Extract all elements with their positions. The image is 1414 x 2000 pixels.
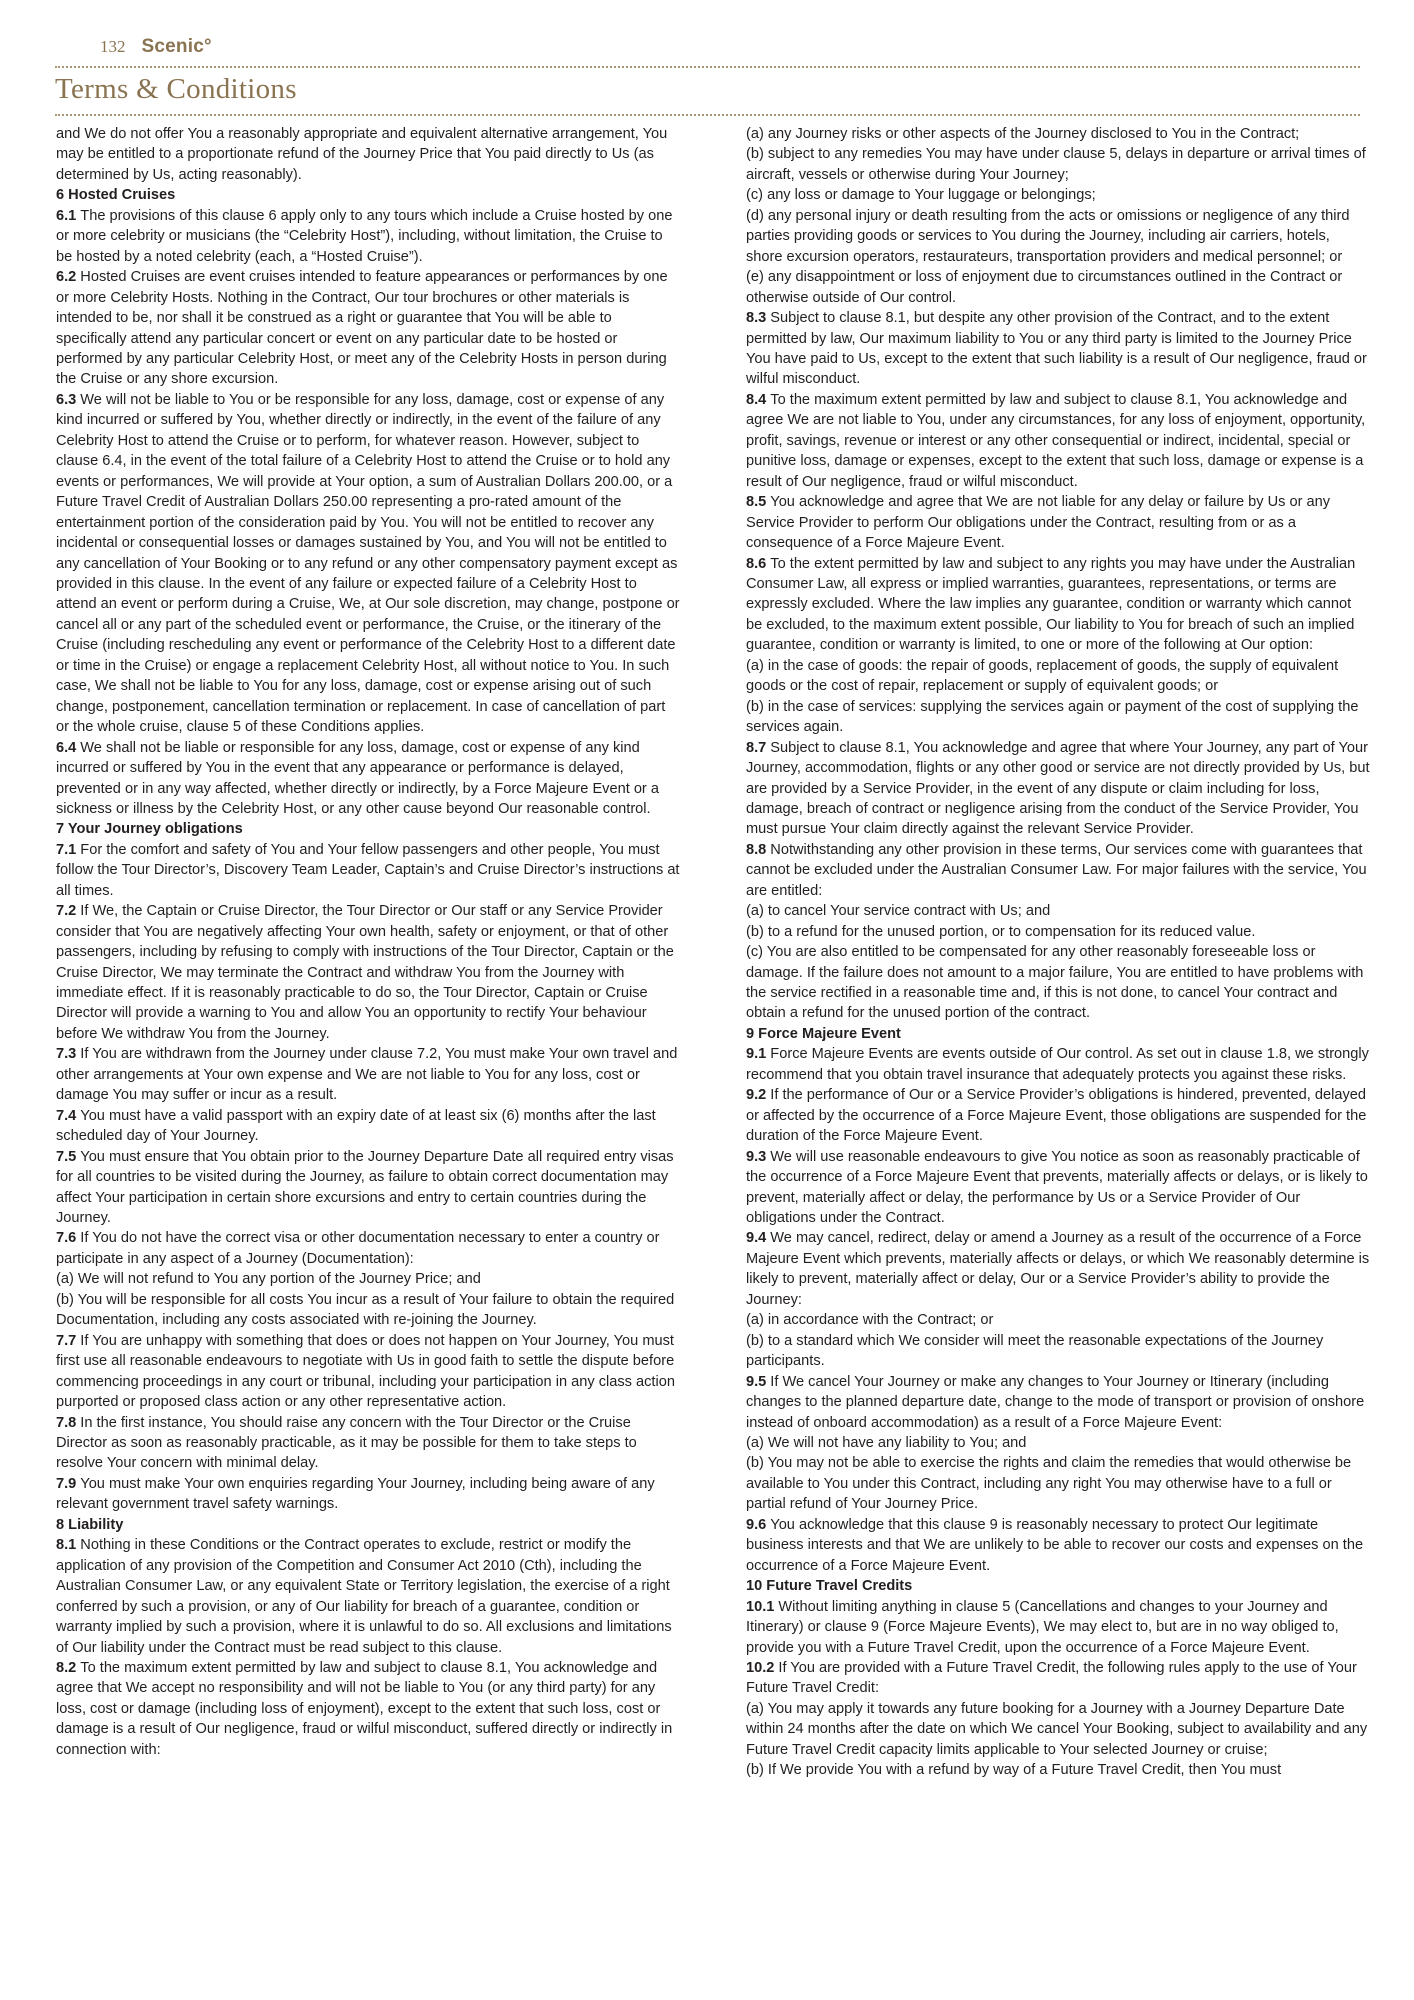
clause-text: Subject to clause 8.1, You acknowledge and agree that where Your Journey, any part of Your Journey, accommodation, flights or any other good or service are not directly provided by Us, but are provided by a Service Provider, in the event of any dispute or claim including for loss, damage, breach of contract or negligence arising from the conduct of the Service Provider, You must pursue Your claim directly against the relevant Service Provider. <box>746 739 1370 838</box>
clause-number: 7.9 <box>56 1475 77 1492</box>
clause-paragraph <box>746 1085 1370 1146</box>
clause-paragraph <box>56 1535 680 1658</box>
clause-text: You acknowledge and agree that We are not liable for any delay or failure by Us or any Service Provider to perform Our obligations under the Contract, resulting from or as a consequence of a Force Majeure Event. <box>746 494 1331 552</box>
clause-number: 7.5 <box>56 1148 77 1165</box>
clause-paragraph <box>746 738 1370 840</box>
section-heading: 8 Liability <box>56 1516 124 1533</box>
clause-paragraph <box>56 267 680 390</box>
clause-paragraph <box>746 1228 1370 1310</box>
clause-paragraph <box>56 1474 680 1515</box>
clause-paragraph <box>746 554 1370 656</box>
body-paragraph: (c) any loss or damage to Your luggage or belongings; <box>746 187 1096 204</box>
body-paragraph: (a) in the case of goods: the repair of goods, replacement of goods, the supply of equivalent goods or the cost of repair, replacement or supply of equivalent goods; or <box>746 657 1339 695</box>
clause-paragraph <box>56 1413 680 1474</box>
body-paragraph: (a) You may apply it towards any future booking for a Journey with a Journey Departure Date within 24 months after the date on which We cancel Your Booking, subject to availability and any Future Travel Credit capacity limits applicable to Your selected Journey or cruise; <box>746 1700 1368 1758</box>
folio <box>100 36 212 60</box>
clause-paragraph <box>746 1372 1370 1433</box>
clause-paragraph <box>746 308 1370 390</box>
clause-text: Nothing in these Conditions or the Contract operates to exclude, restrict or modify the application of any provision of the Competition and Consumer Act 2010 (Cth), including the Australian Consumer Law, or any equivalent State or Territory legislation, the exercise of a right conferred by such a provision, or any of Our liability for breach of a guarantee, condition or warranty implied by such a provision, where it is unlawful to do so. All exclusions and limitations of Our liability under the Contract must be read subject to this clause. <box>56 1537 672 1656</box>
clause-number: 9.6 <box>746 1516 767 1533</box>
clause-number: 8.4 <box>746 391 767 408</box>
clause-text: If the performance of Our or a Service Provider’s obligations is hindered, prevented, delayed or affected by the occurrence of a Force Majeure Event, those obligations are suspended for the duration of the Force Majeure Event. <box>746 1087 1367 1145</box>
clause-number: 6.1 <box>56 207 77 224</box>
clause-paragraph <box>56 1106 680 1147</box>
body-paragraph: (b) to a standard which We consider will meet the reasonable expectations of the Journey participants. <box>746 1332 1324 1370</box>
clause-number: 7.3 <box>56 1046 77 1063</box>
clause-text: We will use reasonable endeavours to give You notice as soon as reasonably practicable of the occurrence of a Force Majeure Event that prevents, materially affects or delays, or is likely to prevent, materially affect or delay, the performance by Us or a Service Provider of Our obligations under the Contract. <box>746 1148 1368 1227</box>
body-paragraph: (b) to a refund for the unused portion, or to compensation for its reduced value. <box>746 923 1256 940</box>
clause-text: You must have a valid passport with an expiry date of at least six (6) months after the last scheduled day of Your Journey. <box>56 1107 656 1145</box>
clause-text: Notwithstanding any other provision in these terms, Our services come with guarantees that cannot be excluded under the Australian Consumer Law. For major failures with the service, You are entitled: <box>746 841 1367 899</box>
clause-number: 7.7 <box>56 1332 77 1349</box>
clause-paragraph <box>746 1044 1370 1085</box>
clause-paragraph <box>56 1147 680 1229</box>
body-paragraph: (a) to cancel Your service contract with Us; and <box>746 903 1051 920</box>
clause-text: To the maximum extent permitted by law and subject to clause 8.1, You acknowledge and agree We are not liable to You, under any circumstances, for any loss of enjoyment, opportunity, profit, savings, revenue or interest or any other consequential or indirect, incidental, special or punitive loss, damage or expenses, except to the extent that such loss, damage or expense is a result of Our negligence, fraud or wilful misconduct. <box>746 391 1366 490</box>
clause-paragraph <box>746 492 1370 553</box>
clause-text: We may cancel, redirect, delay or amend a Journey as a result of the occurrence of a Force Majeure Event which prevents, materially affects or delays, or which We reasonably determine is likely to prevent, materially affect or delay, Our or a Service Provider’s ability to provide the Journey: <box>746 1230 1370 1308</box>
clause-text: Hosted Cruises are event cruises intended to feature appearances or performances by one or more Celebrity Hosts. Nothing in the Contract, Our tour brochures or other materials is intended to be, nor shall it be construed as a right or guarantee that You will be able to specifically attend any particular concert or event on any particular date to be hosted or performed by any particular Celebrity Host, or meet any of the Celebrity Hosts in person during the Cruise or any shore excursion. <box>56 269 668 388</box>
clause-paragraph <box>56 390 680 738</box>
clause-paragraph <box>56 1044 680 1105</box>
body-paragraph: and We do not offer You a reasonably appropriate and equivalent alternative arrangement, You may be entitled to a proportionate refund of the Journey Price that You paid directly to Us (as determined by Us, acting reasonably). <box>56 126 668 183</box>
section-heading: 6 Hosted Cruises <box>56 187 176 204</box>
clause-number: 7.2 <box>56 903 77 920</box>
clause-number: 9.4 <box>746 1230 767 1247</box>
body-paragraph: (a) in accordance with the Contract; or <box>746 1312 994 1329</box>
clause-number: 9.5 <box>746 1373 767 1390</box>
clause-text: If We, the Captain or Cruise Director, the Tour Director or Our staff or any Service Provider consider that You are negatively affecting Your own health, safety or enjoyment, or that of other passengers, including by refusing to comply with instructions of the Tour Director, Captain or the Cruise Director, We may terminate the Contract and withdraw You from the Journey with immediate effect. If it is reasonably practicable to do so, the Tour Director, Captain or Cruise Director will provide a warning to You and allow You an opportunity to rectify Your behaviour before We withdraw You from the Journey. <box>56 903 674 1042</box>
page-number: 132 <box>100 37 126 56</box>
clause-number: 8.3 <box>746 310 767 327</box>
body-paragraph: (c) You are also entitled to be compensated for any other reasonably foreseeable loss or damage. If the failure does not amount to a major failure, You are entitled to have problems with the service rectified in a reasonable time and, if this is not done, to cancel Your contract and obtain a refund for the unused portion of the contract. <box>746 944 1364 1022</box>
section-heading: 7 Your Journey obligations <box>56 821 243 838</box>
clause-text: Subject to clause 8.1, but despite any other provision of the Contract, and to the extent permitted by law, Our maximum liability to You or any third party is limited to the Journey Price You have paid to Us, except to the extent that such liability is a result of Our negligence, fraud or wilful misconduct. <box>746 310 1367 388</box>
clause-paragraph <box>56 206 680 267</box>
right-column <box>746 124 1370 1781</box>
body-paragraph: (a) We will not refund to You any portion of the Journey Price; and <box>56 1271 481 1288</box>
clause-paragraph <box>56 1228 680 1269</box>
clause-paragraph <box>56 840 680 901</box>
clause-paragraph <box>746 1597 1370 1658</box>
clause-number: 8.1 <box>56 1537 77 1554</box>
clause-number: 6.2 <box>56 269 77 286</box>
clause-paragraph <box>56 901 680 1044</box>
clause-paragraph <box>746 840 1370 901</box>
body-paragraph: (e) any disappointment or loss of enjoyment due to circumstances outlined in the Contract or otherwise outside of Our control. <box>746 269 1343 306</box>
clause-text: To the maximum extent permitted by law and subject to clause 8.1, You acknowledge and agree that We accept no responsibility and will not be liable to You (or any third party) for any loss, cost or damage (including loss of enjoyment), except to the extent that such loss, cost or damage is a result of Our negligence, fraud or wilful misconduct, suffered directly or indirectly in connection with: <box>56 1659 673 1758</box>
clause-text: We shall not be liable or responsible for any loss, damage, cost or expense of any kind incurred or suffered by You in the event that any appearance or performance is delayed, prevented or in any way affected, whether directly or indirectly, by a Force Majeure Event or a sickness or illness by the Celebrity Host, or any other cause beyond Our reasonable control. <box>56 739 659 817</box>
clause-text: If We cancel Your Journey or make any changes to Your Journey or Itinerary (including changes to the planned departure date, change to the mode of transport or provision of onshore instead of onboard accommodation) as a result of a Force Majeure Event: <box>746 1373 1365 1431</box>
clause-number: 8.7 <box>746 739 767 756</box>
body-paragraph: (a) We will not have any liability to You; and <box>746 1435 1027 1451</box>
clause-text: If You are provided with a Future Travel Credit, the following rules apply to the use of Your Future Travel Credit: <box>746 1659 1357 1697</box>
page-title: Terms & Conditions <box>55 73 297 105</box>
clause-number: 9.2 <box>746 1087 767 1104</box>
body-paragraph: (b) If We provide You with a refund by way of a Future Travel Credit, then You must <box>746 1762 1282 1779</box>
clause-number: 7.8 <box>56 1414 77 1431</box>
body-paragraph: (b) in the case of services: supplying the services again or payment of the cost of supplying the services again. <box>746 698 1359 736</box>
clause-text: The provisions of this clause 6 apply only to any tours which include a Cruise hosted by one or more celebrity or musicians (the “Celebrity Host”), including, without limitation, the Cruise to be hosted by a noted celebrity (each, a “Hosted Cruise”). <box>56 207 673 265</box>
clause-number: 7.4 <box>56 1107 77 1124</box>
clause-number: 8.8 <box>746 841 767 858</box>
clause-text: To the extent permitted by law and subject to any rights you may have under the Australian Consumer Law, all express or implied warranties, guarantees, representations, or terms are expressly excluded. Where the law implies any guarantee, condition or warranty which cannot be excluded, to the maximum extent possible, Our liability to You for breach of such an implied guarantee, condition or warranty is limited, to one or more of the following at Our option: <box>746 555 1356 654</box>
section-heading: 9 Force Majeure Event <box>746 1025 901 1042</box>
clause-text: You acknowledge that this clause 9 is reasonably necessary to protect Our legitimate business interests and that We are unlikely to be able to recover our costs and expenses on the occurrence of a Force Majeure Event. <box>746 1516 1364 1574</box>
clause-paragraph <box>746 1515 1370 1576</box>
clause-number: 7.1 <box>56 841 77 858</box>
body-paragraph: (a) any Journey risks or other aspects of the Journey disclosed to You in the Contract; <box>746 126 1300 142</box>
clause-text: If You do not have the correct visa or other documentation necessary to enter a country or participate in any aspect of a Journey (Documentation): <box>56 1230 660 1267</box>
clause-number: 8.5 <box>746 494 767 511</box>
clause-text: You must ensure that You obtain prior to the Journey Departure Date all required entry visas for all countries to be visited during the Journey, as failure to obtain correct documentation may affect Your participation in certain shore excursions and entry to certain countries during the Journey. <box>56 1148 674 1227</box>
clause-text: For the comfort and safety of You and Your fellow passengers and other people, You must follow the Tour Director’s, Discovery Team Leader, Captain’s and Cruise Director’s instructions at all times. <box>56 841 680 899</box>
clause-text: You must make Your own enquiries regarding Your Journey, including being aware of any relevant government travel safety warnings. <box>56 1475 655 1513</box>
clause-number: 8.2 <box>56 1659 77 1676</box>
clause-text: In the first instance, You should raise any concern with the Tour Director or the Cruise Director as soon as reasonably practicable, as it may be possible for them to take steps to resolve Your concern with minimal delay. <box>56 1414 637 1472</box>
clause-paragraph <box>746 1147 1370 1229</box>
clause-number: 6.3 <box>56 391 77 408</box>
clause-paragraph <box>56 738 680 820</box>
clause-number: 9.1 <box>746 1046 767 1063</box>
clause-paragraph <box>56 1658 680 1760</box>
clause-number: 6.4 <box>56 739 77 756</box>
body-paragraph: (b) You will be responsible for all costs You incur as a result of Your failure to obtain the required Documentation, including any costs associated with re-joining the Journey. <box>56 1291 675 1329</box>
clause-paragraph <box>56 1331 680 1413</box>
header-divider-top <box>55 66 1360 68</box>
clause-number: 10.2 <box>746 1659 775 1676</box>
clause-text: If You are unhappy with something that does or does not happen on Your Journey, You must first use all reasonable endeavours to negotiate with Us in good faith to settle the dispute before commencing proceedings in any court or tribunal, including your participation in any class action purported or proposed class action or any other representative action. <box>56 1332 675 1411</box>
body-paragraph: (d) any personal injury or death resulting from the acts or omissions or negligence of any third parties providing goods or services to You during the Journey, including air carriers, hotels, shore excursion operators, restaurateurs, transportation providers and medical personnel; or <box>746 207 1350 265</box>
clause-text: We will not be liable to You or be responsible for any loss, damage, cost or expense of any kind incurred or suffered by You, whether directly or indirectly, in the event of the failure of any Celebrity Host to attend the Cruise or to perform, for whatever reason. However, subject to clause 6.4, in the event of the total failure of a Celebrity Host to attend the Cruise or to hold any events or performances, We will provide at Your option, a sum of Australian Dollars 200.00, or a Future Travel Credit of Australian Dollars 250.00 representing a pro-rated amount of the entertainment portion of the consideration paid by You. You will not be entitled to recover any incidental or consequential losses or damages sustained by You, and You will not be entitled to any cancellation of Your Booking or to any refund or any other compensatory payment except as provided in this clause. In the event of any failure or expected failure of a Celebrity Host to attend an event or perform during a Cruise, We, at Our sole discretion, may change, postpone or cancel all or any part of the scheduled event or performance, the Cruise, or the itinerary of the Cruise (including rescheduling any event or performance of the Celebrity Host to a different date or time in the Cruise) or engage a replacement Celebrity Host, all without notice to You. In such case, We shall not be liable to You for any loss, damage, cost or expense arising out of such change, postponement, cancellation termination or replacement. In case of cancellation of part or the whole cruise, clause 5 of these Conditions applies. <box>56 391 680 736</box>
section-heading: 10 Future Travel Credits <box>746 1578 913 1595</box>
clause-number: 7.6 <box>56 1230 77 1247</box>
brand-logo: Scenic° <box>141 36 212 57</box>
clause-number: 9.3 <box>746 1148 767 1165</box>
clause-text: If You are withdrawn from the Journey under clause 7.2, You must make Your own travel and other arrangements at Your own expense and We are not liable to You for any loss, cost or damage You may suffer or incur as a result. <box>56 1046 678 1104</box>
clause-number: 10.1 <box>746 1598 775 1615</box>
clause-paragraph <box>746 1658 1370 1699</box>
left-column <box>56 124 680 1760</box>
body-paragraph: (b) subject to any remedies You may have under clause 5, delays in departure or arrival times of aircraft, vessels or otherwise during Your Journey; <box>746 146 1366 183</box>
clause-number: 8.6 <box>746 555 767 572</box>
header-divider-bottom <box>55 114 1360 116</box>
clause-text: Force Majeure Events are events outside of Our control. As set out in clause 1.8, we strongly recommend that you obtain travel insurance that adequately protects you against these risks. <box>746 1046 1369 1083</box>
clause-text: Without limiting anything in clause 5 (Cancellations and changes to your Journey and Itinerary) or clause 9 (Force Majeure Events), We may elect to, but are in no way obliged to, provide you with a Future Travel Credit, upon the occurrence of a Force Majeure Event. <box>746 1598 1339 1656</box>
body-paragraph: (b) You may not be able to exercise the rights and claim the remedies that would otherwise be available to You under this Contract, including any right You may otherwise have to a full or partial refund of Your Journey Price. <box>746 1455 1352 1513</box>
clause-paragraph <box>746 390 1370 492</box>
